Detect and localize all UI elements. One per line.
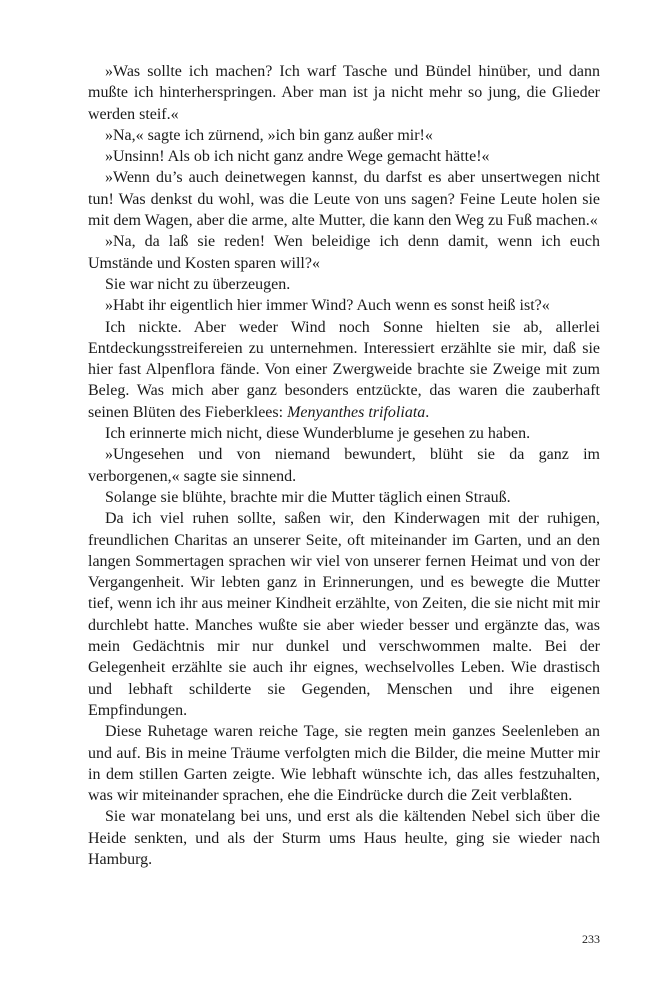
paragraph-2: »Na,« sagte ich zürnend, »ich bin ganz außer mir!« <box>105 126 433 144</box>
paragraph-11: Solange sie blühte, brachte mir die Mutter täglich einen Strauß. <box>105 488 511 506</box>
page-body <box>88 61 600 870</box>
paragraph-1: »Was sollte ich machen? Ich warf Tasche und Bündel hinüber, und dann mußte ich hinterherspringen. Aber man ist ja nicht mehr so jung, die Glieder werden steif.« <box>88 63 600 123</box>
paragraph-8-text: Ich nickte. Aber weder Wind noch Sonne hielten sie ab, allerlei Entdeckungsstreifereien zu unternehmen. Interessiert erzählte sie mir, daß sie hier fast Alpenflora fände. Von einer Zwergweide brachte sie Zweige mit zum Beleg. Was mich aber ganz besonders entzückte, das waren die zauberhaft seinen Blüten des Fieberklees: <box>88 318 600 421</box>
paragraph-7: »Habt ihr eigentlich hier immer Wind? Auch wenn es sonst heiß ist?« <box>105 297 550 315</box>
paragraph-12: Da ich viel ruhen sollte, saßen wir, den Kinderwagen mit der ruhigen, freundlichen Charitas an unserer Seite, oft miteinander im Garten, und an den langen Sommertagen sprachen wir viel von unserer fernen Heimat und von der Vergangenheit. Wir lebten ganz in Erinnerungen, und es bewegte die Mutter tief, wenn ich ihr aus meiner Kindheit erzählte, von Zeiten, die sie nicht mit mir durchlebt hatte. Manches wußte sie aber wieder besser und ergänzte das, was mein Gedächtnis mir nur dunkel und verschwommen malte. Bei der Gelegenheit erzählte sie auch ihr eignes, wechselvolles Leben. Wie drastisch und lebhaft schilderte sie Gegenden, Menschen und ihre eigenen Empfindungen. <box>88 510 600 719</box>
paragraph-3: »Unsinn! Als ob ich nicht ganz andre Wege gemacht hätte!« <box>105 148 490 166</box>
paragraph-6: Sie war nicht zu überzeugen. <box>105 275 291 293</box>
paragraph-5: »Na, da laß sie reden! Wen beleidige ich denn damit, wenn ich euch Umstände und Kosten sparen will?« <box>88 233 600 272</box>
species-period: . <box>425 403 430 421</box>
page-number: 233 <box>582 932 600 946</box>
paragraph-10: »Ungesehen und von niemand bewundert, blüht sie da ganz im verborgenen,« sagte sie sinnend. <box>88 446 600 485</box>
paragraph-14: Sie war monatelang bei uns, und erst als die kältenden Nebel sich über die Heide senkten, und als der Sturm ums Haus heulte, ging sie wieder nach Hamburg. <box>88 808 600 868</box>
paragraph-8 <box>88 317 600 423</box>
paragraph-13: Diese Ruhetage waren reiche Tage, sie regten mein ganzes Seelenleben an und auf. Bis in meine Träume verfolgten mich die Bilder, die meine Mutter mir in dem stillen Garten zeigte. Wie lebhaft wünschte ich, das alles festzuhalten, was wir miteinander sprachen, ehe die Eindrücke durch die Zeit verblaßten. <box>88 723 600 805</box>
paragraph-4: »Wenn du’s auch deinetwegen kannst, du darfst es aber unsertwegen nicht tun! Was denkst du wohl, was die Leute von uns sagen? Feine Leute holen sie mit dem Wagen, aber die arme, alte Mutter, die kann den Weg zu Fuß machen.« <box>88 169 600 230</box>
paragraph-9: Ich erinnerte mich nicht, diese Wunderblume je gesehen zu haben. <box>105 425 531 443</box>
species-name: Menyanthes trifoliata <box>287 403 426 421</box>
